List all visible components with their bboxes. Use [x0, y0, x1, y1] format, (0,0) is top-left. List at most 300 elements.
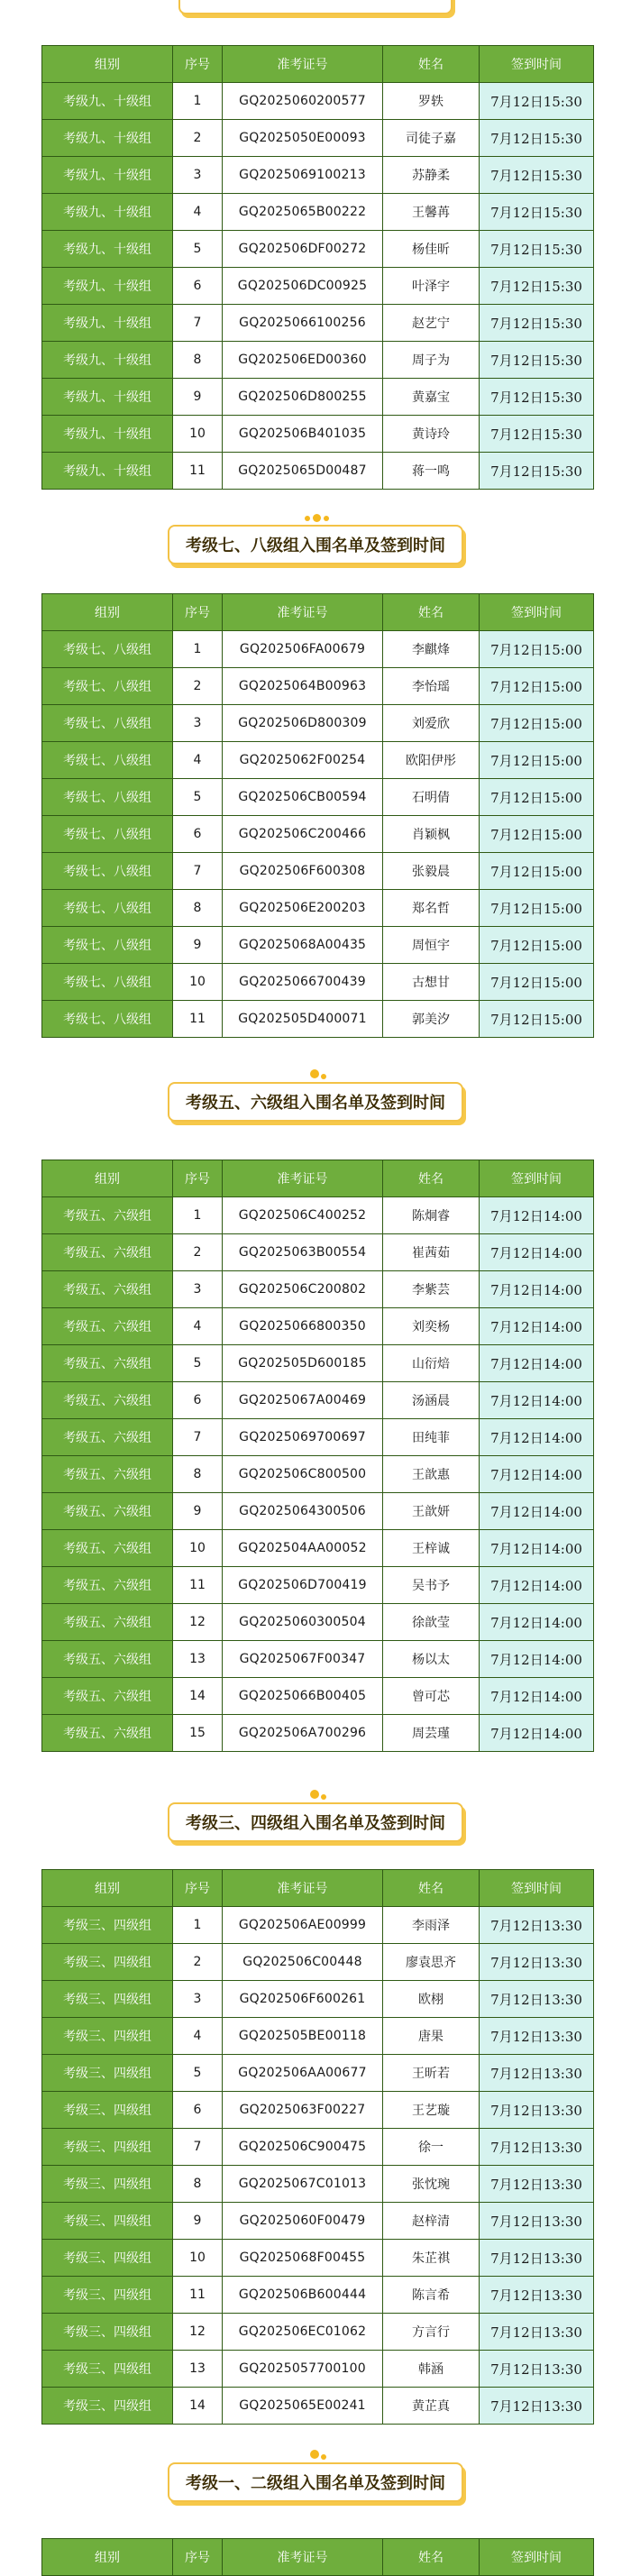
- cell-checkin-time: 7月12日15:00: [480, 964, 594, 1001]
- cell-number: 14: [173, 2388, 223, 2425]
- cell-name: 曾可芯: [383, 1678, 480, 1715]
- cell-number: 9: [173, 2203, 223, 2240]
- table-row: [42, 342, 594, 379]
- cell-exam-id: GQ202506A700296: [223, 1715, 383, 1752]
- cell-checkin-time: 7月12日14:00: [480, 1234, 594, 1271]
- cell-name: 崔茜茹: [383, 1234, 480, 1271]
- cell-group: 考级七、八级组: [42, 668, 173, 705]
- cell-group: 考级七、八级组: [42, 705, 173, 742]
- cell-name: 王昕若: [383, 2055, 480, 2092]
- table-row: [42, 305, 594, 342]
- section-grade-7-8: [0, 512, 631, 1028]
- table-row: [42, 2092, 594, 2129]
- title-decoration: [297, 512, 334, 525]
- cell-group: 考级七、八级组: [42, 853, 173, 890]
- cell-name: 韩涵: [383, 2351, 480, 2388]
- cell-name: 肖颖枫: [383, 816, 480, 853]
- cell-checkin-time: 7月12日14:00: [480, 1604, 594, 1641]
- cell-group: 考级九、十级组: [42, 120, 173, 157]
- roster-table: [41, 1869, 594, 2425]
- table-row: [42, 2388, 594, 2425]
- table-row: [42, 2055, 594, 2092]
- section-title: 考级七、八级组入围名单及签到时间: [168, 525, 463, 564]
- cell-checkin-time: 7月12日14:00: [480, 1345, 594, 1382]
- cell-name: 汤涵晨: [383, 1382, 480, 1419]
- cell-name: 周芸瑾: [383, 1715, 480, 1752]
- cell-exam-id: GQ2025067C01013: [223, 2166, 383, 2203]
- cell-exam-id: GQ202506D800309: [223, 705, 383, 742]
- cell-number: 10: [173, 416, 223, 453]
- cell-name: 吴书予: [383, 1567, 480, 1604]
- cell-checkin-time: 7月12日15:00: [480, 705, 594, 742]
- cell-number: 3: [173, 157, 223, 194]
- table-row: [42, 1382, 594, 1419]
- cell-name: 李雨泽: [383, 1907, 480, 1944]
- cell-checkin-time: 7月12日13:30: [480, 2314, 594, 2351]
- title-decoration: [297, 1790, 334, 1802]
- cell-name: 杨佳昕: [383, 231, 480, 268]
- cell-number: 7: [173, 305, 223, 342]
- cell-group: 考级九、十级组: [42, 342, 173, 379]
- header-no: 序号: [173, 594, 223, 631]
- cell-checkin-time: 7月12日15:00: [480, 668, 594, 705]
- table-row: [42, 705, 594, 742]
- cell-name: 叶泽宇: [383, 268, 480, 305]
- cell-exam-id: GQ2025057700100: [223, 2351, 383, 2388]
- cell-number: 7: [173, 2129, 223, 2166]
- cell-checkin-time: 7月12日13:30: [480, 1907, 594, 1944]
- section-grade-5-6: [0, 1069, 631, 1742]
- cell-group: 考级九、十级组: [42, 416, 173, 453]
- cell-exam-id: GQ202506C900475: [223, 2129, 383, 2166]
- table-header-row: [42, 2539, 594, 2576]
- cell-name: 石明倩: [383, 779, 480, 816]
- cell-number: 12: [173, 1604, 223, 1641]
- cell-checkin-time: 7月12日15:00: [480, 742, 594, 779]
- table-row: [42, 1456, 594, 1493]
- table-row: [42, 1530, 594, 1567]
- cell-number: 8: [173, 1456, 223, 1493]
- cell-number: 6: [173, 1382, 223, 1419]
- header-no: 序号: [173, 46, 223, 83]
- cell-group: 考级三、四级组: [42, 1981, 173, 2018]
- cell-group: 考级五、六级组: [42, 1234, 173, 1271]
- table-row: [42, 268, 594, 305]
- cell-name: 刘奕杨: [383, 1308, 480, 1345]
- header-id: 准考证号: [223, 46, 383, 83]
- cell-exam-id: GQ2025069100213: [223, 157, 383, 194]
- cell-group: 考级三、四级组: [42, 1907, 173, 1944]
- table-row: [42, 2314, 594, 2351]
- cell-name: 赵艺宁: [383, 305, 480, 342]
- cell-number: 4: [173, 194, 223, 231]
- roster-table: [41, 2538, 594, 2576]
- cell-checkin-time: 7月12日14:00: [480, 1197, 594, 1234]
- cell-name: 古想甘: [383, 964, 480, 1001]
- table-row: [42, 890, 594, 927]
- cell-name: 田纯菲: [383, 1419, 480, 1456]
- header-name: 姓名: [383, 1870, 480, 1907]
- cell-exam-id: GQ2025067A00469: [223, 1382, 383, 1419]
- cell-group: 考级五、六级组: [42, 1493, 173, 1530]
- cell-name: 徐一: [383, 2129, 480, 2166]
- cell-exam-id: GQ202506D700419: [223, 1567, 383, 1604]
- cell-name: 王歆惠: [383, 1456, 480, 1493]
- table-row: [42, 2203, 594, 2240]
- cell-number: 12: [173, 2314, 223, 2351]
- cell-exam-id: GQ202506C200802: [223, 1271, 383, 1308]
- cell-checkin-time: 7月12日14:00: [480, 1530, 594, 1567]
- cell-group: 考级五、六级组: [42, 1567, 173, 1604]
- table-row: [42, 742, 594, 779]
- cell-exam-id: GQ202504AA00052: [223, 1530, 383, 1567]
- cell-group: 考级三、四级组: [42, 2277, 173, 2314]
- roster-table: [41, 1160, 594, 1752]
- cell-checkin-time: 7月12日15:00: [480, 927, 594, 964]
- cell-exam-id: GQ202506C800500: [223, 1456, 383, 1493]
- table-row: [42, 1271, 594, 1308]
- table-row: [42, 1493, 594, 1530]
- title-decoration: [297, 2450, 334, 2462]
- cell-number: 11: [173, 2277, 223, 2314]
- cell-checkin-time: 7月12日14:00: [480, 1456, 594, 1493]
- table-row: [42, 2129, 594, 2166]
- cell-exam-id: GQ202506AE00999: [223, 1907, 383, 1944]
- cell-group: 考级三、四级组: [42, 2092, 173, 2129]
- cell-exam-id: GQ202506AA00677: [223, 2055, 383, 2092]
- cell-name: 杨以太: [383, 1641, 480, 1678]
- table-row: [42, 1345, 594, 1382]
- cell-checkin-time: 7月12日15:30: [480, 268, 594, 305]
- table-row: [42, 1234, 594, 1271]
- cell-exam-id: GQ2025065B00222: [223, 194, 383, 231]
- cell-name: 刘爱欣: [383, 705, 480, 742]
- table-row: [42, 964, 594, 1001]
- cell-group: 考级五、六级组: [42, 1456, 173, 1493]
- table-header-row: [42, 1160, 594, 1197]
- cell-exam-id: GQ2025060200577: [223, 83, 383, 120]
- cell-exam-id: GQ202506EC01062: [223, 2314, 383, 2351]
- cell-name: 方言行: [383, 2314, 480, 2351]
- cell-name: 王歆妍: [383, 1493, 480, 1530]
- cell-exam-id: GQ2025050E00093: [223, 120, 383, 157]
- table-row: [42, 2351, 594, 2388]
- cell-number: 8: [173, 342, 223, 379]
- cell-group: 考级五、六级组: [42, 1678, 173, 1715]
- cell-group: 考级九、十级组: [42, 268, 173, 305]
- table-row: [42, 668, 594, 705]
- cell-number: 1: [173, 1197, 223, 1234]
- cell-exam-id: GQ202505D400071: [223, 1001, 383, 1038]
- cell-number: 14: [173, 1678, 223, 1715]
- cell-group: 考级五、六级组: [42, 1530, 173, 1567]
- table-row: [42, 1001, 594, 1038]
- table-row: [42, 1678, 594, 1715]
- table-row: [42, 2166, 594, 2203]
- cell-checkin-time: 7月12日14:00: [480, 1641, 594, 1678]
- header-id: 准考证号: [223, 2539, 383, 2576]
- cell-group: 考级七、八级组: [42, 631, 173, 668]
- cell-number: 5: [173, 2055, 223, 2092]
- cell-exam-id: GQ2025066B00405: [223, 1678, 383, 1715]
- cell-name: 郑名哲: [383, 890, 480, 927]
- cell-number: 3: [173, 1981, 223, 2018]
- table-row: [42, 1944, 594, 1981]
- header-time: 签到时间: [480, 46, 594, 83]
- cell-name: 赵梓清: [383, 2203, 480, 2240]
- cell-number: 8: [173, 2166, 223, 2203]
- cell-exam-id: GQ202506E200203: [223, 890, 383, 927]
- table-row: [42, 1907, 594, 1944]
- header-id: 准考证号: [223, 1160, 383, 1197]
- cell-name: 黄嘉宝: [383, 379, 480, 416]
- cell-number: 2: [173, 668, 223, 705]
- cell-name: 徐歆莹: [383, 1604, 480, 1641]
- cell-group: 考级五、六级组: [42, 1197, 173, 1234]
- cell-group: 考级七、八级组: [42, 1001, 173, 1038]
- cell-exam-id: GQ202506B600444: [223, 2277, 383, 2314]
- table-row: [42, 1715, 594, 1752]
- cell-number: 10: [173, 2240, 223, 2277]
- cell-exam-id: GQ2025063B00554: [223, 1234, 383, 1271]
- cell-exam-id: GQ202505BE00118: [223, 2018, 383, 2055]
- cell-group: 考级五、六级组: [42, 1271, 173, 1308]
- cell-checkin-time: 7月12日13:30: [480, 1981, 594, 2018]
- cell-group: 考级三、四级组: [42, 2166, 173, 2203]
- header-id: 准考证号: [223, 594, 383, 631]
- section-title: 考级三、四级组入围名单及签到时间: [168, 1802, 463, 1842]
- header-time: 签到时间: [480, 594, 594, 631]
- cell-exam-id: GQ2025064300506: [223, 1493, 383, 1530]
- table-row: [42, 194, 594, 231]
- cell-name: 苏静柔: [383, 157, 480, 194]
- cell-checkin-time: 7月12日13:30: [480, 2018, 594, 2055]
- cell-checkin-time: 7月12日14:00: [480, 1308, 594, 1345]
- cell-exam-id: GQ2025067F00347: [223, 1641, 383, 1678]
- title-decoration: [297, 1069, 334, 1082]
- cell-checkin-time: 7月12日14:00: [480, 1715, 594, 1752]
- header-group: 组别: [42, 1160, 173, 1197]
- cell-group: 考级九、十级组: [42, 194, 173, 231]
- table-row: [42, 1641, 594, 1678]
- cell-group: 考级五、六级组: [42, 1382, 173, 1419]
- cell-checkin-time: 7月12日13:30: [480, 2092, 594, 2129]
- cell-group: 考级九、十级组: [42, 379, 173, 416]
- cell-name: 罗轶: [383, 83, 480, 120]
- section-grade-3-4: [0, 1790, 631, 2415]
- header-group: 组别: [42, 1870, 173, 1907]
- cell-number: 15: [173, 1715, 223, 1752]
- cell-checkin-time: 7月12日14:00: [480, 1419, 594, 1456]
- cell-number: 1: [173, 631, 223, 668]
- cell-group: 考级九、十级组: [42, 231, 173, 268]
- header-no: 序号: [173, 1870, 223, 1907]
- cell-checkin-time: 7月12日15:30: [480, 231, 594, 268]
- cell-number: 7: [173, 1419, 223, 1456]
- cell-number: 6: [173, 816, 223, 853]
- cell-checkin-time: 7月12日14:00: [480, 1493, 594, 1530]
- cell-name: 张忱琬: [383, 2166, 480, 2203]
- table-row: [42, 231, 594, 268]
- cell-exam-id: GQ2025065E00241: [223, 2388, 383, 2425]
- cell-name: 黄芷真: [383, 2388, 480, 2425]
- cell-name: 王馨苒: [383, 194, 480, 231]
- header-group: 组别: [42, 2539, 173, 2576]
- cell-exam-id: GQ2025065D00487: [223, 453, 383, 490]
- cell-checkin-time: 7月12日14:00: [480, 1271, 594, 1308]
- cell-checkin-time: 7月12日14:00: [480, 1678, 594, 1715]
- table-row: [42, 1197, 594, 1234]
- cell-group: 考级七、八级组: [42, 742, 173, 779]
- cell-name: 王梓诚: [383, 1530, 480, 1567]
- cell-exam-id: GQ202506F600261: [223, 1981, 383, 2018]
- cell-exam-id: GQ2025066100256: [223, 305, 383, 342]
- header-group: 组别: [42, 594, 173, 631]
- cell-exam-id: GQ202506FA00679: [223, 631, 383, 668]
- cell-number: 9: [173, 1493, 223, 1530]
- table-row: [42, 1419, 594, 1456]
- cell-exam-id: GQ2025060F00479: [223, 2203, 383, 2240]
- cell-exam-id: GQ202506D800255: [223, 379, 383, 416]
- cell-exam-id: GQ2025068A00435: [223, 927, 383, 964]
- cell-number: 2: [173, 1234, 223, 1271]
- cell-exam-id: GQ2025069700697: [223, 1419, 383, 1456]
- table-header-row: [42, 1870, 594, 1907]
- header-group: 组别: [42, 46, 173, 83]
- cell-group: 考级九、十级组: [42, 453, 173, 490]
- table-row: [42, 157, 594, 194]
- cell-exam-id: GQ2025066700439: [223, 964, 383, 1001]
- cell-number: 11: [173, 1567, 223, 1604]
- cell-exam-id: GQ202506DC00925: [223, 268, 383, 305]
- cell-name: 李怡瑶: [383, 668, 480, 705]
- cell-number: 5: [173, 1345, 223, 1382]
- cell-group: 考级三、四级组: [42, 2388, 173, 2425]
- cell-group: 考级三、四级组: [42, 2351, 173, 2388]
- cell-number: 13: [173, 1641, 223, 1678]
- table-row: [42, 927, 594, 964]
- cell-group: 考级五、六级组: [42, 1641, 173, 1678]
- cell-checkin-time: 7月12日15:30: [480, 305, 594, 342]
- cell-number: 1: [173, 1907, 223, 1944]
- cell-checkin-time: 7月12日13:30: [480, 1944, 594, 1981]
- cell-number: 5: [173, 779, 223, 816]
- table-row: [42, 1604, 594, 1641]
- header-no: 序号: [173, 2539, 223, 2576]
- cell-group: 考级五、六级组: [42, 1604, 173, 1641]
- cell-group: 考级三、四级组: [42, 1944, 173, 1981]
- cell-checkin-time: 7月12日14:00: [480, 1382, 594, 1419]
- cell-group: 考级五、六级组: [42, 1715, 173, 1752]
- cell-checkin-time: 7月12日15:00: [480, 853, 594, 890]
- cell-checkin-time: 7月12日15:00: [480, 816, 594, 853]
- table-row: [42, 853, 594, 890]
- cell-checkin-time: 7月12日15:30: [480, 83, 594, 120]
- cell-group: 考级七、八级组: [42, 779, 173, 816]
- section-title: 考级五、六级组入围名单及签到时间: [168, 1082, 463, 1122]
- cell-exam-id: GQ202506ED00360: [223, 342, 383, 379]
- cell-group: 考级九、十级组: [42, 305, 173, 342]
- cell-checkin-time: 7月12日15:30: [480, 120, 594, 157]
- cell-checkin-time: 7月12日15:30: [480, 416, 594, 453]
- cell-checkin-time: 7月12日13:30: [480, 2240, 594, 2277]
- cell-group: 考级七、八级组: [42, 964, 173, 1001]
- cell-name: 李紫芸: [383, 1271, 480, 1308]
- roster-table: [41, 45, 594, 490]
- table-row: [42, 83, 594, 120]
- cell-number: 8: [173, 890, 223, 927]
- cell-exam-id: GQ202506B401035: [223, 416, 383, 453]
- cell-number: 3: [173, 1271, 223, 1308]
- table-row: [42, 1981, 594, 2018]
- cell-group: 考级三、四级组: [42, 2055, 173, 2092]
- section-title-cut: [178, 0, 453, 14]
- section-title: 考级一、二级组入围名单及签到时间: [168, 2462, 463, 2502]
- cell-name: 廖袁思齐: [383, 1944, 480, 1981]
- cell-checkin-time: 7月12日13:30: [480, 2055, 594, 2092]
- cell-group: 考级七、八级组: [42, 816, 173, 853]
- header-time: 签到时间: [480, 1160, 594, 1197]
- cell-name: 山衍焙: [383, 1345, 480, 1382]
- table-header-row: [42, 46, 594, 83]
- cell-checkin-time: 7月12日15:30: [480, 157, 594, 194]
- cell-exam-id: GQ202506C400252: [223, 1197, 383, 1234]
- cell-number: 6: [173, 2092, 223, 2129]
- cell-name: 陈炯睿: [383, 1197, 480, 1234]
- cell-group: 考级三、四级组: [42, 2129, 173, 2166]
- header-name: 姓名: [383, 594, 480, 631]
- cell-exam-id: GQ202506F600308: [223, 853, 383, 890]
- table-row: [42, 631, 594, 668]
- cell-number: 13: [173, 2351, 223, 2388]
- header-name: 姓名: [383, 2539, 480, 2576]
- cell-number: 4: [173, 1308, 223, 1345]
- cell-checkin-time: 7月12日13:30: [480, 2129, 594, 2166]
- table-row: [42, 379, 594, 416]
- header-time: 签到时间: [480, 1870, 594, 1907]
- cell-checkin-time: 7月12日15:30: [480, 453, 594, 490]
- cell-exam-id: GQ202506C200466: [223, 816, 383, 853]
- table-row: [42, 453, 594, 490]
- cell-group: 考级三、四级组: [42, 2203, 173, 2240]
- cell-group: 考级三、四级组: [42, 2314, 173, 2351]
- cell-name: 张毅晨: [383, 853, 480, 890]
- cell-exam-id: GQ2025060300504: [223, 1604, 383, 1641]
- cell-number: 7: [173, 853, 223, 890]
- cell-number: 11: [173, 1001, 223, 1038]
- cell-exam-id: GQ202506CB00594: [223, 779, 383, 816]
- table-row: [42, 1567, 594, 1604]
- cell-checkin-time: 7月12日13:30: [480, 2203, 594, 2240]
- cell-number: 3: [173, 705, 223, 742]
- header-name: 姓名: [383, 46, 480, 83]
- cell-exam-id: GQ2025066800350: [223, 1308, 383, 1345]
- header-time: 签到时间: [480, 2539, 594, 2576]
- cell-group: 考级三、四级组: [42, 2240, 173, 2277]
- cell-exam-id: GQ2025062F00254: [223, 742, 383, 779]
- cell-exam-id: GQ2025063F00227: [223, 2092, 383, 2129]
- table-row: [42, 416, 594, 453]
- table-row: [42, 779, 594, 816]
- cell-group: 考级三、四级组: [42, 2018, 173, 2055]
- cell-name: 周子为: [383, 342, 480, 379]
- cell-group: 考级七、八级组: [42, 927, 173, 964]
- cell-checkin-time: 7月12日15:00: [480, 631, 594, 668]
- cell-checkin-time: 7月12日14:00: [480, 1567, 594, 1604]
- cell-checkin-time: 7月12日15:30: [480, 379, 594, 416]
- cell-checkin-time: 7月12日15:30: [480, 194, 594, 231]
- table-row: [42, 2240, 594, 2277]
